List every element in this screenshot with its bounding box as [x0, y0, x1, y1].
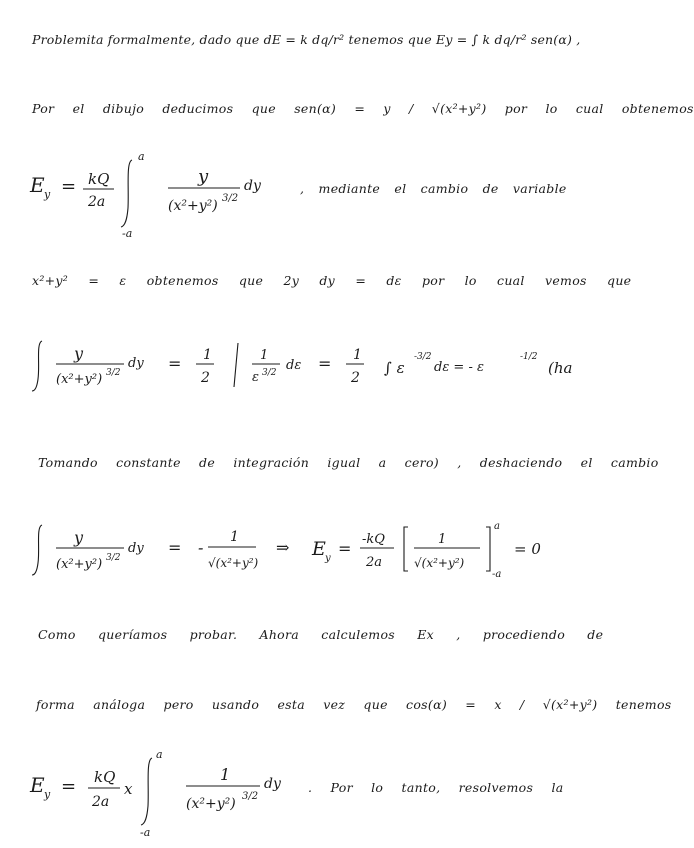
- eq3-rhs-den: √(x²+y²): [208, 556, 259, 570]
- eq4-lhs-sub: y: [44, 788, 51, 801]
- eq2-tail: (ha: [548, 359, 573, 377]
- eq3-int-exp: 3/2: [106, 553, 121, 563]
- eq4-integral-sign: [141, 758, 152, 825]
- eq2-third-exp: -3/2: [414, 352, 432, 362]
- equation-ey-integral: [28, 148, 288, 238]
- eq3-bracket-right: [486, 527, 490, 571]
- eq1-coef-den: 2a: [88, 194, 106, 210]
- eq4-differential: dy: [264, 776, 281, 792]
- svg-text:=: =: [61, 176, 77, 197]
- eq2-int-diff: dy: [128, 356, 144, 371]
- eq3-upper: a: [494, 521, 500, 532]
- eq2-inner-den: ε: [252, 370, 259, 385]
- text-line-1: Problemita formalmente, dado que dE = k dq/r² tenemos que Ey = ∫ k dq/r² sen(α) ,: [32, 32, 581, 47]
- svg-text:=: =: [168, 538, 182, 557]
- eq4-lhs: E: [30, 773, 45, 797]
- svg-text:=: =: [318, 354, 332, 373]
- eq3-result: = 0: [514, 540, 541, 558]
- svg-text:-: -: [198, 538, 204, 557]
- svg-text:=: =: [338, 539, 352, 558]
- eq1-coef-num: kQ: [88, 170, 110, 188]
- eq2-inner-exp: 3/2: [262, 368, 277, 378]
- eq1-differential: dy: [244, 178, 261, 194]
- eq2-half-num-2: 1: [353, 347, 362, 363]
- eq3-bracket-den: √(x²+y²): [414, 556, 465, 570]
- eq2-result-exp: -1/2: [520, 352, 538, 362]
- eq3-int-den: (x²+y²): [56, 557, 103, 572]
- eq3-rhs-num: 1: [230, 529, 239, 545]
- text-line-7: forma análoga pero usando esta vez que cos(α) = x / √(x²+y²) tenemos: [36, 697, 672, 712]
- eq4-lower: -a: [140, 826, 151, 839]
- text-line-8: . Por lo tanto, resolvemos la: [308, 780, 564, 795]
- eq2-half-num: 1: [203, 347, 212, 363]
- eq2-half-den-2: 2: [351, 370, 360, 386]
- eq1-exponent: 3/2: [222, 193, 239, 204]
- eq1-integral-sign: [121, 160, 132, 227]
- eq3-lhs-sub: y: [325, 553, 331, 564]
- eq3-lower: -a: [492, 569, 502, 580]
- eq4-coef-den: 2a: [92, 794, 110, 810]
- eq1-lower: -a: [122, 227, 133, 240]
- eq3-implies: ⇒: [276, 538, 290, 557]
- text-line-5: Tomando constante de integración igual a cero) , deshaciendo el cambio: [38, 455, 659, 470]
- eq3-integral-sign: [32, 525, 42, 575]
- eq4-integrand-den: (x²+y²): [186, 796, 236, 812]
- eq3-bracket-num: 1: [438, 532, 447, 547]
- eq1-integrand-den: (x²+y²): [168, 198, 218, 214]
- eq3-coef-den: 2a: [366, 555, 383, 570]
- eq2-third-diff: dε = - ε: [434, 360, 484, 375]
- text-line-2: Por el dibujo deducimos que sen(α) = y / √(x²+y²) por lo cual obtenemos: [32, 101, 694, 116]
- text-line-3: , mediante el cambio de variable: [300, 181, 567, 196]
- text-line-6: Como queríamos probar. Ahora calculemos Ex , procediendo de: [38, 627, 604, 642]
- eq2-int-num: y: [74, 344, 84, 363]
- eq3-coef-num: -kQ: [362, 532, 385, 547]
- eq3-int-diff: dy: [128, 541, 144, 556]
- equation-substitution: [28, 335, 588, 395]
- eq4-exponent: 3/2: [242, 791, 259, 802]
- eq3-int-num: y: [74, 528, 84, 547]
- eq4-integrand-num: 1: [220, 765, 231, 784]
- eq4-upper: a: [156, 748, 163, 761]
- eq2-integral-sign: [32, 341, 42, 391]
- eq3-bracket-left: [404, 527, 408, 571]
- eq3-lhs: E: [312, 538, 326, 560]
- eq2-inner-diff: dε: [286, 358, 302, 373]
- eq2-inner-num: 1: [260, 348, 269, 363]
- eq2-int-den: (x²+y²): [56, 372, 103, 387]
- eq1-lhs-sub: y: [44, 188, 51, 201]
- text-line-4: x²+y² = ε obtenemos que 2y dy = dε por lo cual vemos que: [32, 273, 632, 288]
- eq2-integral-sign-2: [234, 343, 238, 387]
- eq2-third: ∫ ε: [384, 359, 405, 377]
- svg-text:=: =: [61, 776, 77, 797]
- eq1-integrand-num: y: [198, 166, 209, 187]
- equation-ey-x-integral: [28, 748, 300, 838]
- eq2-int-exp: 3/2: [106, 368, 121, 378]
- eq1-upper: a: [138, 150, 145, 163]
- eq4-factor: x: [124, 780, 133, 798]
- eq2-half-den: 2: [201, 370, 210, 386]
- eq1-lhs: E: [30, 173, 45, 197]
- equation-ey-zero: [28, 515, 588, 583]
- svg-text:=: =: [168, 354, 182, 373]
- eq4-coef-num: kQ: [94, 768, 116, 786]
